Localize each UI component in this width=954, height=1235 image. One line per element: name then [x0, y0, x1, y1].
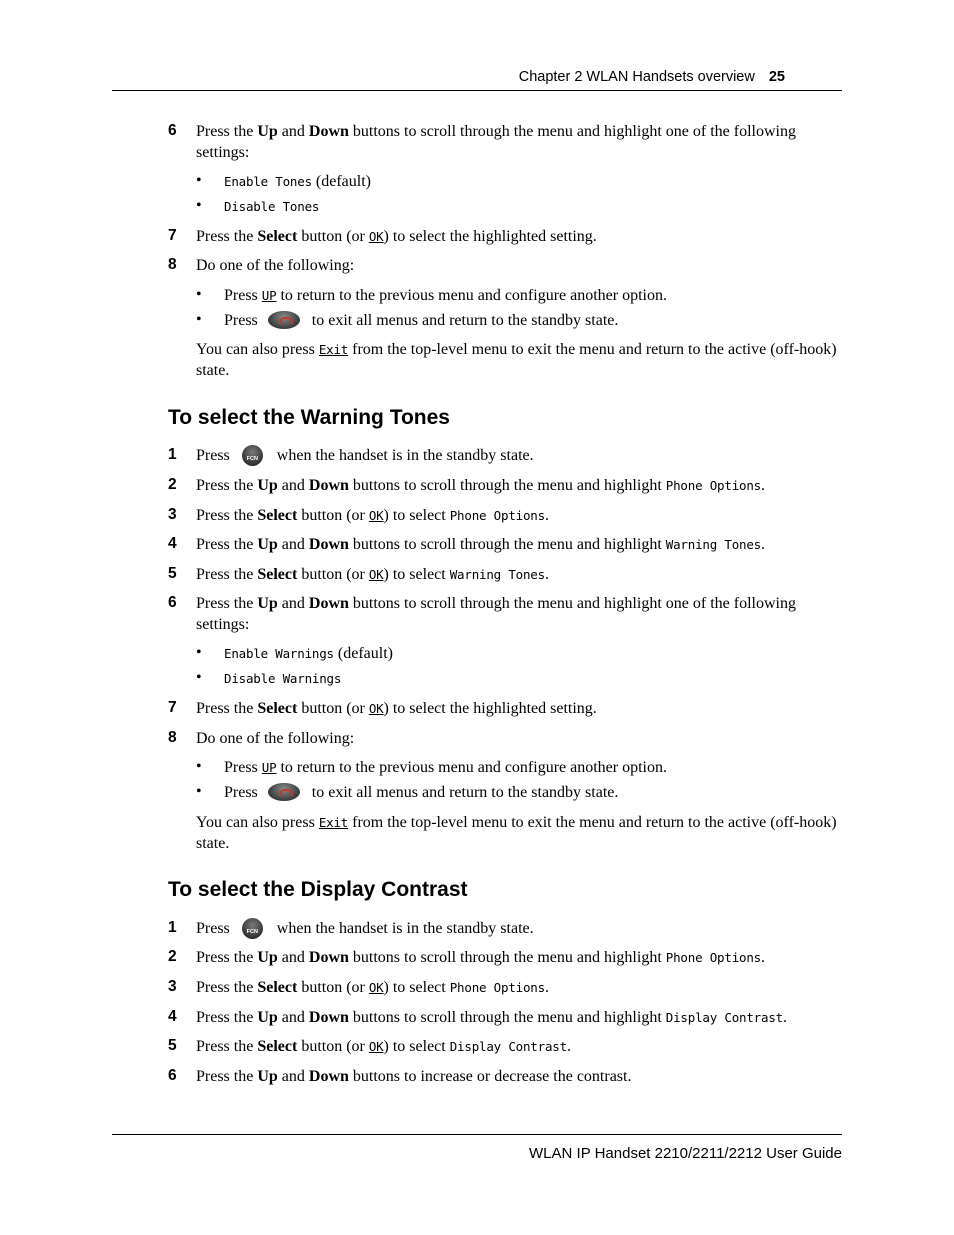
- step-text: Do one of the following:: [196, 730, 355, 747]
- bullet-item: Disable Warnings: [224, 671, 342, 686]
- footer-divider: [112, 1134, 842, 1135]
- bullet-item: Press to exit all menus and return to the standby state.: [224, 784, 619, 801]
- bullet-marker: •: [196, 197, 202, 214]
- running-header: [519, 69, 785, 85]
- step-number: 1: [168, 919, 177, 936]
- step-text: Do one of the following:: [196, 257, 355, 274]
- step-text: Press the Up and Down buttons to scroll through the menu and highlight one of the following settings:: [196, 123, 796, 161]
- step-number: 8: [168, 729, 177, 746]
- step-number: 6: [168, 122, 177, 139]
- step-number: 3: [168, 506, 177, 523]
- step-number: 7: [168, 699, 177, 716]
- step-text: Press the Up and Down buttons to scroll through the menu and highlight Warning Tones.: [196, 536, 765, 553]
- bullet-item: Press UP to return to the previous menu and configure another option.: [224, 287, 667, 304]
- step-text: Press the Select button (or OK) to select the highlighted setting.: [196, 228, 597, 245]
- bullet-marker: •: [196, 644, 202, 661]
- bullet-marker: •: [196, 311, 202, 328]
- bullet-item: Press UP to return to the previous menu and configure another option.: [224, 759, 667, 776]
- note-paragraph: You can also press Exit from the top-level menu to exit the menu and return to the active (off-hook) state.: [196, 814, 837, 852]
- bullet-marker: •: [196, 758, 202, 775]
- step-number: 8: [168, 256, 177, 273]
- step-number: 5: [168, 565, 177, 582]
- step-text: Press the Select button (or OK) to select the highlighted setting.: [196, 700, 597, 717]
- step-text: Press the Up and Down buttons to scroll through the menu and highlight one of the following settings:: [196, 595, 796, 633]
- step-number: 6: [168, 594, 177, 611]
- step-text: Press the Up and Down buttons to increase or decrease the contrast.: [196, 1068, 632, 1085]
- bullet-marker: •: [196, 286, 202, 303]
- end-call-icon: [268, 783, 300, 801]
- bullet-marker: •: [196, 783, 202, 800]
- step-text: Press the Up and Down buttons to scroll through the menu and highlight Phone Options.: [196, 477, 765, 494]
- bullet-item: Enable Warnings (default): [224, 645, 393, 662]
- bullet-marker: •: [196, 669, 202, 686]
- section-heading: To select the Warning Tones: [168, 406, 450, 429]
- step-number: 2: [168, 948, 177, 965]
- step-text: Press the Select button (or OK) to select Phone Options.: [196, 507, 549, 524]
- step-number: 5: [168, 1037, 177, 1054]
- fcn-button-icon: FCN: [242, 445, 263, 466]
- bullet-item: Disable Tones: [224, 199, 320, 214]
- step-number: 4: [168, 1008, 177, 1025]
- chapter-title: Chapter 2 WLAN Handsets overview: [518, 69, 755, 85]
- step-text: Press the Select button (or OK) to select Display Contrast.: [196, 1038, 571, 1055]
- step-number: 4: [168, 535, 177, 552]
- step-number: 6: [168, 1067, 177, 1084]
- step-text: Press the Up and Down buttons to scroll through the menu and highlight Phone Options.: [196, 949, 765, 966]
- header-divider: [112, 90, 842, 91]
- step-number: 2: [168, 476, 177, 493]
- step-text: Press FCN when the handset is in the standby state.: [196, 445, 842, 467]
- end-call-icon: [268, 311, 300, 329]
- step-number: 7: [168, 227, 177, 244]
- step-number: 1: [168, 446, 177, 463]
- page-number: 25: [768, 69, 785, 85]
- bullet-marker: •: [196, 172, 202, 189]
- bullet-item: Enable Tones (default): [224, 173, 371, 190]
- section-heading: To select the Display Contrast: [168, 878, 468, 901]
- running-footer: WLAN IP Handset 2210/2211/2212 User Guide: [529, 1145, 842, 1162]
- fcn-button-icon: FCN: [242, 918, 263, 939]
- step-text: Press the Select button (or OK) to select Warning Tones.: [196, 566, 549, 583]
- step-text: Press the Up and Down buttons to scroll through the menu and highlight Display Contrast.: [196, 1009, 787, 1026]
- note-paragraph: You can also press Exit from the top-level menu to exit the menu and return to the active (off-hook) state.: [196, 341, 837, 379]
- step-text: Press FCN when the handset is in the standby state.: [196, 918, 842, 940]
- bullet-item: Press to exit all menus and return to the standby state.: [224, 312, 619, 329]
- step-text: Press the Select button (or OK) to select Phone Options.: [196, 979, 549, 996]
- step-number: 3: [168, 978, 177, 995]
